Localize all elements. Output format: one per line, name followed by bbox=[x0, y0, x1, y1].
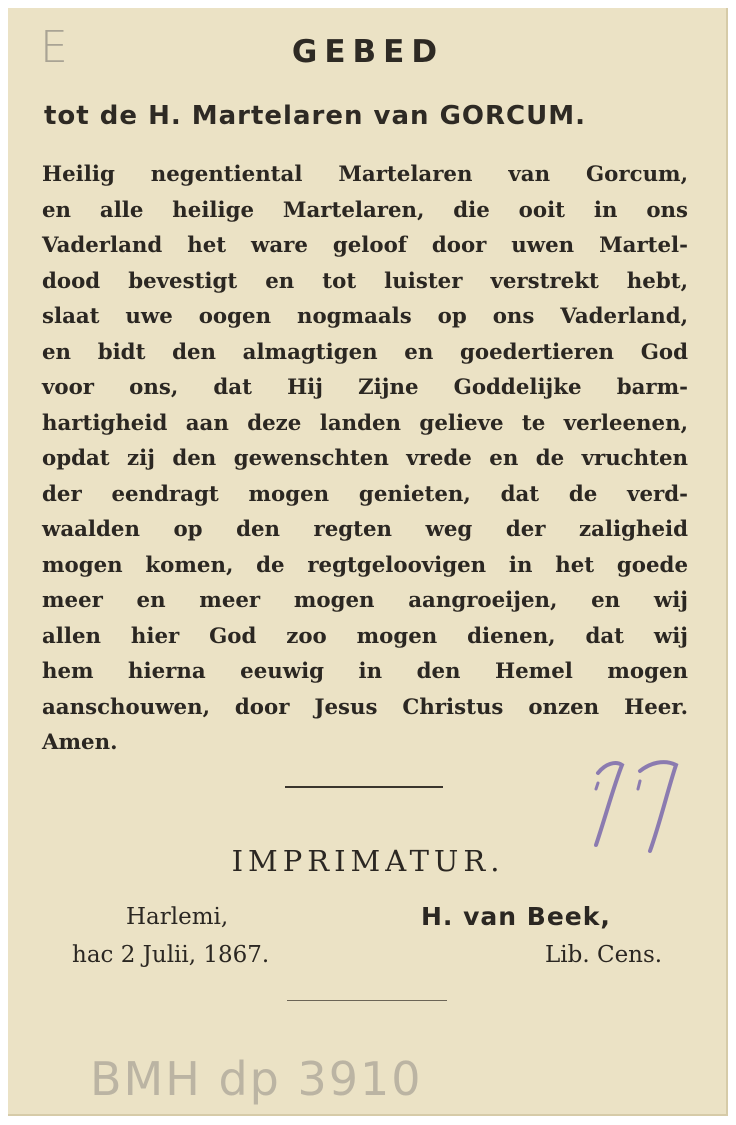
prayer-text bbox=[42, 157, 688, 761]
prayer-line: der eendragt mogen genieten, dat de verd- bbox=[42, 481, 688, 507]
prayer-line: aanschouwen, door Jesus Christus onzen Heer. bbox=[42, 694, 688, 720]
prayer-line: slaat uwe oogen nogmaals op ons Vaderland, bbox=[42, 304, 688, 329]
censor-name: H. van Beek, bbox=[421, 902, 611, 931]
place-label: Harlemi, bbox=[126, 904, 229, 930]
prayer-line: en bidt den almagtigen en goedertieren God bbox=[42, 339, 688, 365]
card-subtitle: tot de H. Martelaren van GORCUM. bbox=[44, 101, 586, 131]
censor-title: Lib. Cens. bbox=[545, 942, 663, 968]
prayer-line: voor ons, dat Hij Zijne Goddelijke barm- bbox=[42, 375, 688, 400]
prayer-line: Heilig negentiental Martelaren van Gorcum, bbox=[42, 162, 688, 187]
prayer-line: meer en meer mogen aangroeijen, en wij bbox=[42, 588, 688, 613]
handwritten-number bbox=[584, 745, 694, 855]
prayer-line: Amen. bbox=[42, 730, 118, 755]
prayer-line: Vaderland het ware geloof door uwen Martel- bbox=[42, 233, 688, 258]
prayer-line: opdat zij den gewenschten vrede en de vruchten bbox=[42, 446, 688, 471]
prayer-line: waalden op den regten weg der zaligheid bbox=[42, 517, 688, 542]
prayer-line: hem hierna eeuwig in den Hemel mogen bbox=[42, 659, 688, 684]
corner-pencil-mark: E bbox=[40, 22, 68, 73]
date-label: hac 2 Julii, 1867. bbox=[72, 942, 270, 968]
prayer-line: hartigheid aan deze landen gelieve te verleenen, bbox=[42, 410, 688, 436]
inventory-number: BMH dp 3910 bbox=[90, 1052, 423, 1106]
divider-rule bbox=[285, 786, 443, 788]
imprimatur-heading: IMPRIMATUR. bbox=[231, 844, 505, 878]
prayer-line: en alle heilige Martelaren, die ooit in ons bbox=[42, 197, 688, 223]
prayer-line: allen hier God zoo mogen dienen, dat wij bbox=[42, 623, 688, 649]
card-title: GEBED bbox=[291, 34, 445, 70]
bottom-rule bbox=[287, 1000, 447, 1001]
prayer-line: mogen komen, de regtgeloovigen in het goede bbox=[42, 552, 688, 578]
prayer-line: dood bevestigt en tot luister verstrekt hebt, bbox=[42, 268, 688, 294]
